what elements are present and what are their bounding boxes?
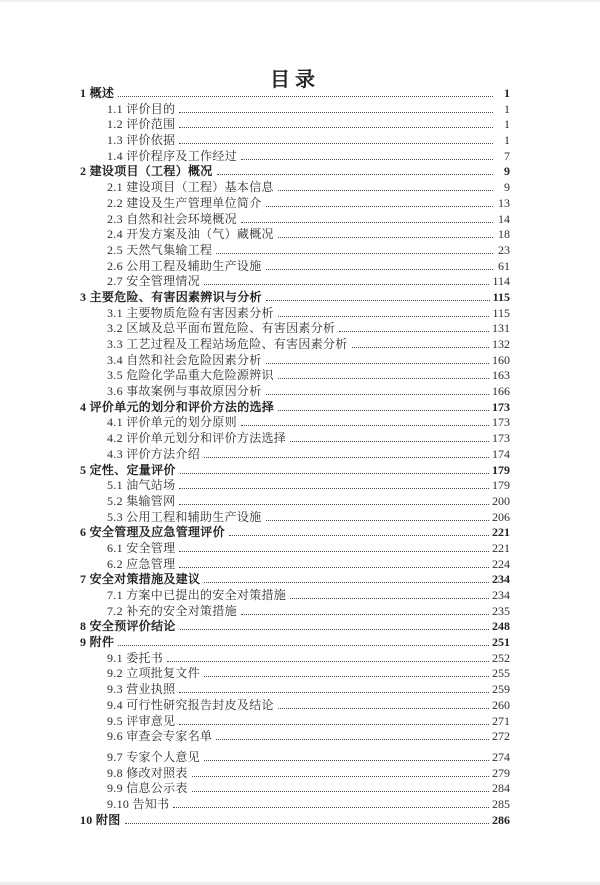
- toc-row: [80, 447, 510, 463]
- toc-entry-label: 7.1 方案中已提出的安全对策措施: [107, 588, 287, 602]
- toc-entry-page: 131: [492, 321, 510, 336]
- toc-entry-label: 2.2 建设及生产管理单位简介: [107, 195, 262, 210]
- dot-leader: [278, 410, 489, 411]
- toc-entry-page: 115: [492, 289, 510, 304]
- toc-entry-label: 4 评价单元的划分和评价方法的选择: [80, 399, 275, 414]
- toc-entry-page: 1: [504, 117, 510, 132]
- toc-row: [80, 180, 510, 196]
- dot-leader: [278, 316, 490, 317]
- toc-row: [80, 227, 510, 243]
- toc-entry-page: 221: [492, 525, 510, 540]
- toc-entry-label: 9.9 信息公示表: [107, 781, 188, 796]
- toc-entry-page: 173: [492, 431, 510, 446]
- toc-row: [80, 337, 510, 353]
- toc-entry-page: 235: [492, 603, 510, 618]
- toc-entry-label: 3.5 危险化学品重大危险源辨识: [107, 368, 274, 383]
- toc-entry-page: 234: [492, 572, 510, 587]
- toc-row: [80, 541, 510, 557]
- dot-leader: [179, 504, 489, 505]
- toc-row: [80, 384, 510, 400]
- scan-edge-top: [0, 0, 600, 2]
- toc-row: [80, 588, 510, 604]
- toc-entry-label: 2.6 公用工程及辅助生产设施: [107, 258, 262, 273]
- toc-entry-page: 9: [504, 180, 510, 195]
- toc-entry-label: 9.2 立项批复文件: [107, 666, 201, 681]
- toc-entry-label: 9.1 委托书: [107, 650, 164, 665]
- dot-leader: [266, 520, 489, 521]
- toc-row: [80, 368, 510, 384]
- toc-row: [80, 259, 510, 275]
- toc-entry-page: 14: [498, 211, 510, 226]
- toc-entry-label: 2.5 天然气集输工程: [107, 242, 213, 257]
- toc-entry-page: 255: [492, 666, 510, 681]
- toc-entry-page: 179: [492, 478, 510, 493]
- toc-row: [80, 274, 510, 290]
- toc-entry-label: 9.10 告知书: [107, 796, 170, 811]
- dot-leader: [216, 253, 493, 254]
- toc-entry-label: 1.3 评价依据: [107, 133, 176, 148]
- toc-entry-page: 18: [498, 227, 510, 242]
- dot-leader: [179, 692, 489, 693]
- toc-entry-page: 206: [492, 509, 510, 524]
- toc-entry-page: 200: [492, 493, 510, 508]
- toc-row: [80, 813, 510, 829]
- toc-entry-page: 166: [492, 384, 510, 399]
- toc-row: [80, 149, 510, 165]
- toc-row: [80, 729, 510, 745]
- toc-entry-label: 2.3 自然和社会环境概况: [107, 211, 237, 226]
- toc-entry-label: 9.8 修改对照表: [107, 765, 188, 780]
- toc-row: [80, 619, 510, 635]
- toc-list: [80, 86, 510, 828]
- toc-entry-page: 1: [504, 101, 510, 116]
- toc-entry-label: 4.2 评价单元划分和评价方法选择: [107, 431, 287, 446]
- toc-row: [80, 750, 510, 766]
- dot-leader: [266, 363, 489, 364]
- toc-entry-label: 2.7 安全管理情况: [107, 274, 201, 289]
- toc-entry-label: 3.6 事故案例与事故原因分析: [107, 384, 262, 399]
- toc-entry-page: 285: [492, 796, 510, 811]
- toc-entry-page: 115: [492, 305, 510, 320]
- toc-row: [80, 666, 510, 682]
- toc-entry-label: 5 定性、定量评价: [80, 462, 176, 477]
- dot-leader: [173, 807, 489, 808]
- dot-leader: [241, 159, 493, 160]
- toc-row: [80, 698, 510, 714]
- dot-leader: [179, 551, 489, 552]
- dot-leader: [241, 614, 489, 615]
- toc-entry-label: 1.1 评价目的: [107, 101, 176, 116]
- toc-row: [80, 572, 510, 588]
- toc-entry-label: 4.1 评价单元的划分原则: [107, 415, 237, 430]
- toc-row: [80, 525, 510, 541]
- toc-entry-label: 8 安全预评价结论: [80, 619, 176, 634]
- toc-entry-page: 179: [492, 462, 510, 477]
- dot-leader: [179, 127, 493, 128]
- toc-entry-label: 1.4 评价程序及工作经过: [107, 148, 237, 163]
- dot-leader: [179, 143, 493, 144]
- dot-leader: [167, 661, 489, 662]
- toc-entry-label: 9.5 评审意见: [107, 713, 176, 728]
- toc-entry-page: 13: [498, 195, 510, 210]
- toc-entry-page: 221: [492, 540, 510, 555]
- toc-row: [80, 463, 510, 479]
- dot-leader: [204, 760, 489, 761]
- dot-leader: [118, 96, 493, 97]
- toc-entry-page: 272: [492, 729, 510, 744]
- toc-entry-label: 1.2 评价范围: [107, 117, 176, 132]
- toc-entry-page: 260: [492, 697, 510, 712]
- dot-leader: [125, 823, 489, 824]
- dot-leader: [217, 174, 493, 175]
- toc-entry-page: 251: [492, 635, 510, 650]
- dot-leader: [278, 378, 489, 379]
- toc-entry-label: 5.1 油气站场: [107, 478, 176, 493]
- toc-entry-page: 234: [492, 588, 510, 602]
- toc-entry-label: 2.1 建设项目（工程）基本信息: [107, 180, 274, 195]
- dot-leader: [241, 425, 489, 426]
- dot-leader: [266, 394, 489, 395]
- toc-entry-label: 6.2 应急管理: [107, 556, 176, 571]
- toc-row: [80, 415, 510, 431]
- toc-row: [80, 682, 510, 698]
- toc-entry-label: 4.3 评价方法介绍: [107, 446, 201, 461]
- toc-row: [80, 494, 510, 510]
- toc-row: [80, 651, 510, 667]
- toc-entry-page: 248: [492, 619, 510, 634]
- toc-entry-page: 224: [492, 556, 510, 571]
- dot-leader: [266, 269, 493, 270]
- toc-entry-page: 284: [492, 781, 510, 796]
- dot-leader: [192, 791, 489, 792]
- dot-leader: [204, 284, 489, 285]
- toc-entry-label: 5.2 集输管网: [107, 493, 176, 508]
- dot-leader: [118, 645, 489, 646]
- toc-row: [80, 766, 510, 782]
- dot-leader: [192, 776, 489, 777]
- toc-entry-label: 2 建设项目（工程）概况: [80, 164, 213, 179]
- toc-entry-label: 6.1 安全管理: [107, 540, 176, 555]
- dot-leader: [278, 237, 493, 238]
- toc-entry-page: 61: [498, 258, 510, 273]
- dot-leader: [290, 598, 489, 599]
- toc-row: [80, 164, 510, 180]
- dot-leader: [278, 708, 489, 709]
- toc-entry-label: 5.3 公用工程和辅助生产设施: [107, 509, 262, 524]
- toc-entry-label: 9.3 营业执照: [107, 682, 176, 697]
- toc-entry-label: 9 附件: [80, 635, 115, 650]
- toc-row: [80, 86, 510, 102]
- toc-row: [80, 133, 510, 149]
- dot-leader: [278, 190, 493, 191]
- dot-leader: [179, 112, 493, 113]
- toc-entry-page: 271: [492, 713, 510, 728]
- toc-entry-page: 279: [492, 765, 510, 780]
- dot-leader: [266, 206, 493, 207]
- toc-row: [80, 117, 510, 133]
- dot-leader: [216, 739, 489, 740]
- toc-entry-label: 3 主要危险、有害因素辨识与分析: [80, 289, 262, 304]
- toc-row: [80, 196, 510, 212]
- toc-entry-page: 9: [504, 164, 510, 179]
- toc-entry-label: 6 安全管理及应急管理评价: [80, 525, 225, 540]
- dot-leader: [179, 567, 489, 568]
- toc-entry-page: 1: [504, 86, 510, 100]
- toc-entry-label: 7.2 补充的安全对策措施: [107, 603, 237, 618]
- toc-entry-page: 252: [492, 650, 510, 665]
- toc-entry-page: 286: [492, 812, 510, 827]
- dot-leader: [180, 473, 489, 474]
- toc-entry-page: 1: [504, 133, 510, 148]
- toc-entry-label: 3.2 区域及总平面布置危险、有害因素分析: [107, 321, 336, 336]
- dot-leader: [179, 488, 489, 489]
- toc-entry-label: 2.4 开发方案及油（气）藏概况: [107, 227, 274, 242]
- toc-row: [80, 212, 510, 228]
- toc-row: [80, 400, 510, 416]
- toc-row: [80, 321, 510, 337]
- toc-entry-page: 132: [492, 337, 510, 351]
- toc-entry-page: 259: [492, 682, 510, 697]
- toc-row: [80, 635, 510, 651]
- toc-entry-label: 1 概述: [80, 86, 115, 100]
- dot-leader: [204, 457, 489, 458]
- dot-leader: [266, 300, 490, 301]
- dot-leader: [180, 629, 489, 630]
- page-title: 目录: [270, 69, 320, 92]
- toc-entry-page: 23: [498, 242, 510, 257]
- dot-leader: [179, 724, 489, 725]
- toc-entry-label: 3.4 自然和社会危险因素分析: [107, 352, 262, 367]
- toc-entry-page: 174: [492, 446, 510, 461]
- toc-row: [80, 781, 510, 797]
- dot-leader: [204, 676, 489, 677]
- toc-row: [80, 714, 510, 730]
- toc-row: [80, 306, 510, 322]
- dot-leader: [339, 331, 489, 332]
- toc-entry-label: 3.1 主要物质危险有害因素分析: [107, 305, 274, 320]
- toc-row: [80, 557, 510, 573]
- toc-row: [80, 102, 510, 118]
- toc-entry-page: 160: [492, 352, 510, 367]
- dot-leader: [290, 441, 489, 442]
- toc-row: [80, 290, 510, 306]
- toc-entry-label: 9.4 可行性研究报告封皮及结论: [107, 697, 274, 712]
- toc-entry-label: 7 安全对策措施及建议: [80, 572, 201, 587]
- toc-row: [80, 604, 510, 620]
- toc-entry-label: 9.7 专家个人意见: [107, 749, 201, 764]
- toc-entry-page: 173: [492, 399, 510, 414]
- dot-leader: [204, 582, 489, 583]
- toc-row: [80, 510, 510, 526]
- toc-entry-page: 274: [492, 749, 510, 764]
- toc-row: [80, 353, 510, 369]
- toc-row: [80, 243, 510, 259]
- toc-entry-label: 3.3 工艺过程及工程站场危险、有害因素分析: [107, 337, 348, 351]
- dot-leader: [241, 222, 493, 223]
- dot-leader: [229, 535, 489, 536]
- toc-row: [80, 431, 510, 447]
- dot-leader: [352, 347, 489, 348]
- toc-entry-page: 173: [492, 415, 510, 430]
- toc-entry-page: 114: [492, 274, 510, 289]
- toc-entry-label: 9.6 审查会专家名单: [107, 729, 213, 744]
- toc-entry-page: 163: [492, 368, 510, 383]
- toc-entry-page: 7: [504, 148, 510, 163]
- toc-entry-label: 10 附图: [80, 812, 121, 827]
- toc-row: [80, 797, 510, 813]
- toc-row: [80, 478, 510, 494]
